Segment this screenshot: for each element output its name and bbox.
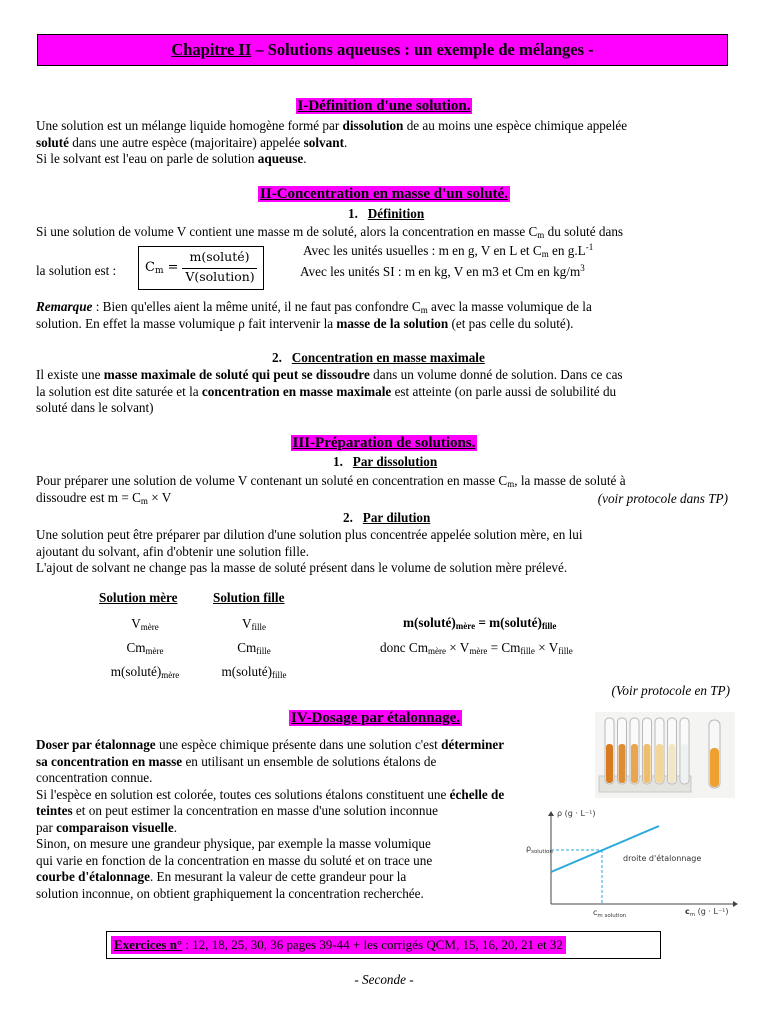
equation-text: × V: [534, 640, 559, 655]
dissolution-text: Pour préparer une solution de volume V contenant un soluté en concentration en masse C: [36, 473, 508, 488]
s4-line-2: [36, 754, 596, 771]
subscript: m: [507, 479, 515, 489]
x-subscript: m: [689, 912, 696, 918]
max-bold: masse maximale de soluté qui peut se dissoudre: [103, 367, 370, 382]
subscript: fille: [541, 621, 557, 631]
s2-definition-line: [36, 224, 730, 241]
superscript: 3: [580, 263, 585, 273]
exercises-box: [106, 931, 661, 959]
units-text: Avec les unités SI : m en kg, V en m3 et Cm en kg/m: [300, 264, 581, 279]
dissolution-text: , la masse de soluté à: [514, 473, 626, 488]
subscript: fille: [272, 670, 287, 680]
s2-text: Si une solution de volume V contient une masse m de soluté, alors la concentration en masse C: [36, 224, 538, 239]
exercises-highlight: [111, 936, 566, 954]
s1-text: dans une autre espèce (majoritaire) appelée: [68, 134, 304, 150]
s1-bold-solvant: solvant: [303, 134, 344, 150]
graph-y-label: ρ (g · L⁻¹): [557, 809, 596, 818]
chapter-title-text: – Solutions aqueuses : un exemple de mélanges -: [251, 40, 594, 59]
tube-liquid: [681, 744, 688, 783]
subscript: m: [140, 495, 148, 506]
tube-liquid: [606, 744, 613, 783]
equation-text: = Cm: [487, 640, 521, 655]
s1-bold-aqueuse: aqueuse: [257, 151, 304, 166]
tube-liquid: [619, 744, 626, 783]
s4-text: et on peut estimer la concentration en masse d'une solution inconnue: [72, 803, 438, 818]
formula-denominator: V(solution): [185, 269, 255, 284]
equation-text: = m(soluté): [475, 615, 542, 630]
subscript: mère: [140, 622, 159, 632]
tube-liquid: [644, 744, 651, 783]
s2-solution-est: la solution est :: [36, 263, 117, 278]
dilution-equation-2: [380, 640, 573, 657]
s1-text: .: [343, 134, 348, 150]
table-header-mere: Solution mère: [99, 590, 178, 605]
cm-subscript: m solution: [597, 913, 627, 919]
max-text: Il existe une: [36, 367, 104, 382]
s4-text: Si l'espèce en solution est colorée, toutes ces solutions étalons constituent une: [36, 786, 450, 802]
remark-bold: masse de la solution: [336, 315, 449, 331]
s4-bold: déterminer: [441, 737, 505, 752]
cell-text: V: [131, 616, 141, 631]
chapter-title: [37, 34, 728, 66]
max-line-2: [36, 384, 730, 401]
subscript: m: [154, 266, 164, 276]
subscript: m: [420, 305, 428, 315]
s2-subheading-definition: [348, 206, 424, 223]
calibration-graph: [523, 808, 738, 920]
s1-bold-dissolution: dissolution: [342, 118, 404, 133]
s2-max-body: [36, 367, 730, 417]
subscript: fille: [251, 622, 267, 632]
s3-subheading-dissolution: [333, 454, 437, 471]
s4-line-7: Sinon, on mesure une grandeur physique, par exemple la masse volumique: [36, 836, 431, 851]
equation-text: m(soluté): [403, 615, 456, 630]
s1-text: Une solution est un mélange liquide homogène formé par: [36, 118, 343, 133]
cell-text: Cm: [126, 640, 146, 655]
graph-line-label: droite d'étalonnage: [623, 854, 702, 863]
x-symbol: c: [685, 907, 690, 916]
subscript: fille: [256, 646, 271, 656]
dilution-equation-1: [403, 615, 556, 632]
dilution-line-3: L'ajout de solvant ne change pas la masse de soluté présent dans le volume de solution mère prélevé.: [36, 560, 568, 575]
s1-line-3: [36, 151, 730, 168]
subheading-label: Par dissolution: [352, 454, 438, 469]
x-axis-arrow: [733, 901, 738, 907]
dilution-line-2: ajoutant du solvant, afin d'obtenir une solution fille.: [36, 543, 310, 559]
table-cell-v-fille: [208, 616, 300, 633]
table-header-fille: Solution fille: [213, 590, 285, 605]
section-3-heading-row: [0, 434, 768, 453]
section-4-heading: IV-Dosage par étalonnage.: [291, 710, 461, 726]
s2-subheading-max: [272, 350, 485, 367]
cm-symbol: c: [593, 908, 598, 917]
units-usual: [303, 243, 593, 260]
max-bold: concentration en masse maximale: [201, 383, 392, 399]
exercises-label: Exercices n°: [114, 937, 183, 952]
s4-line-6: [36, 820, 596, 837]
section-4-heading-row: [289, 709, 462, 728]
protocol-note-dissolution: (voir protocole dans TP): [597, 491, 728, 506]
section-1-heading: I-Définition d'une solution.: [297, 98, 471, 114]
formula-equals: =: [163, 260, 179, 275]
table-cell-m-fille: [208, 664, 300, 681]
s1-line-2: [36, 135, 730, 152]
subheading-label: Définition: [367, 206, 425, 221]
subscript: m: [537, 230, 545, 240]
subscript: mère: [469, 646, 488, 656]
subscript: fille: [558, 646, 573, 656]
graph-x-label: [685, 907, 729, 918]
s3-subheading-dilution: [343, 510, 430, 527]
s4-line-3: concentration connue.: [36, 770, 153, 785]
subscript: mère: [455, 621, 476, 631]
s1-line-1: [36, 118, 730, 135]
s4-bold: échelle de: [449, 786, 505, 802]
protocol-note-dilution: (Voir protocole en TP): [611, 683, 730, 698]
max-text: est atteinte (on parle aussi de solubilité du: [391, 383, 617, 399]
section-4-body: [36, 737, 596, 902]
tube-liquid: [656, 744, 663, 783]
rho-symbol: ρ: [526, 844, 532, 853]
section-2-heading-row: [0, 185, 768, 204]
s4-text: par: [36, 819, 57, 835]
remark-line-1: [36, 299, 730, 316]
graph-rho-label: [526, 844, 553, 855]
unknown-tube-liquid: [710, 748, 719, 787]
section-1-heading-row: [0, 97, 768, 116]
remark-line-2: [36, 316, 730, 333]
subscript: fille: [520, 646, 535, 656]
dissolution-line-1: [36, 473, 730, 490]
s4-line-1: [36, 737, 596, 754]
s4-bold: sa concentration en masse: [36, 753, 183, 769]
section-1-body: [36, 118, 730, 168]
s4-line-9: [36, 869, 596, 886]
units-si: [300, 264, 585, 281]
s4-line-4: [36, 787, 596, 804]
s1-text: .: [303, 151, 307, 166]
dissolution-text: dissoudre est m = C: [36, 489, 141, 505]
tube-liquid: [631, 744, 638, 783]
footer: - Seconde -: [354, 972, 414, 987]
chapter-number: Chapitre II: [171, 40, 252, 59]
table-cell-cm-mere: [99, 640, 191, 657]
subheading-number: 1.: [348, 206, 358, 221]
s4-line-10: solution inconnue, on obtient graphiquement la concentration recherchée.: [36, 885, 424, 901]
tube-row: [605, 718, 689, 784]
s4-text: .: [173, 819, 178, 835]
calibration-line: [551, 826, 659, 872]
subscript: mère: [428, 646, 446, 656]
cell-text: V: [241, 616, 252, 631]
s1-text: Si le solvant est l'eau on parle de solution: [36, 151, 258, 166]
s4-bold: teintes: [36, 803, 73, 818]
remark-text: avec la masse volumique de la: [427, 299, 592, 314]
subscript: m: [541, 249, 549, 259]
max-line-3: soluté dans le solvant): [36, 400, 154, 415]
dilution-line-1: Une solution peut être préparer par dilution d'une solution plus concentrée appelée solution mère, en lui: [36, 527, 583, 542]
table-cell-v-mere: [99, 616, 191, 633]
rho-subscript: solution: [531, 849, 553, 855]
formula-numerator: m(soluté): [189, 249, 250, 264]
section-2-heading: II-Concentration en masse d'un soluté.: [260, 186, 508, 202]
exercises-list: : 12, 18, 25, 30, 36 pages 39-44 + les corrigés QCM, 15, 16, 20, 21 et 32: [182, 937, 563, 952]
test-tubes-photo: [595, 712, 735, 798]
s4-text: en utilisant un ensemble de solutions étalons de: [182, 753, 437, 769]
s4-bold: courbe d'étalonnage: [36, 869, 150, 884]
section-3-heading: III-Préparation de solutions.: [292, 435, 476, 451]
s4-bold: Doser par étalonnage: [36, 737, 156, 752]
dissolution-text: × V: [147, 489, 172, 505]
remark-label: Remarque: [36, 299, 93, 314]
remark-text: (et pas celle du soluté).: [448, 315, 574, 331]
units-text: en g.L: [548, 243, 586, 258]
equation-text: donc Cm: [380, 640, 428, 655]
equation-text: × V: [446, 640, 470, 655]
y-axis-arrow: [548, 811, 554, 816]
table-cell-cm-fille: [208, 640, 300, 657]
cell-text: m(soluté): [221, 664, 273, 679]
s2-remark: [36, 299, 730, 332]
max-text: la solution est dite saturée et la: [36, 383, 202, 399]
tube-liquid: [669, 744, 676, 783]
concentration-formula-box: [138, 246, 264, 290]
subheading-number: 2.: [343, 510, 353, 525]
x-unit: (g · L⁻¹): [695, 907, 729, 916]
table-cell-m-mere: [99, 664, 191, 681]
remark-text: solution. En effet la masse volumique ρ fait intervenir la: [36, 315, 337, 331]
formula-lhs: [145, 260, 179, 277]
formula-cm: C: [145, 260, 155, 275]
subscript: mère: [161, 670, 180, 680]
s2-text: du soluté dans: [544, 224, 624, 239]
subheading-number: 1.: [333, 454, 343, 469]
s1-text: de au moins une espèce chimique appelée: [403, 118, 628, 133]
s4-text: . En mesurant la valeur de cette grandeur pour la: [149, 869, 407, 884]
max-text: dans un volume donné de solution. Dans ce cas: [369, 367, 623, 382]
s1-bold-solute: soluté: [36, 134, 69, 150]
remark-text: : Bien qu'elles aient la même unité, il ne faut pas confondre C: [92, 299, 421, 314]
subheading-label: Par dilution: [362, 510, 431, 525]
s4-line-8: qui varie en fonction de la concentration en masse du soluté et on trace une: [36, 852, 433, 868]
s4-text: une espèce chimique présente dans une solution c'est: [155, 737, 442, 752]
superscript: -1: [585, 242, 594, 252]
s4-line-5: [36, 803, 596, 820]
cell-text: Cm: [237, 640, 257, 655]
graph-cm-label: [593, 908, 627, 919]
s4-bold: comparaison visuelle: [56, 819, 174, 835]
subheading-number: 2.: [272, 350, 282, 365]
units-text: Avec les unités usuelles : m en g, V en L et C: [303, 243, 542, 258]
max-line-1: [36, 367, 730, 384]
subheading-label: Concentration en masse maximale: [291, 350, 485, 365]
s3-dilution-body: [36, 527, 730, 577]
cell-text: m(soluté): [110, 664, 162, 679]
subscript: mère: [145, 646, 164, 656]
